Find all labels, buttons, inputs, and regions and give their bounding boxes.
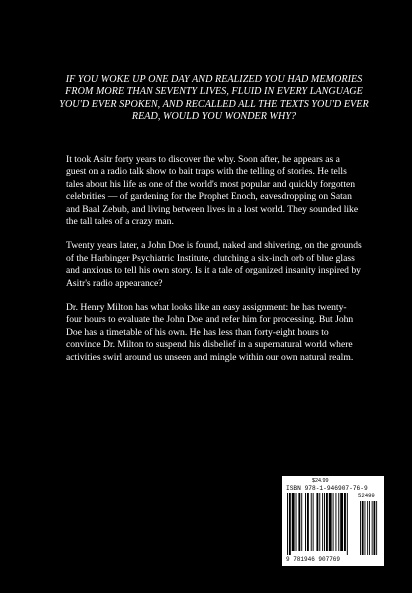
barcode-bar	[340, 493, 343, 551]
barcode-bar	[313, 493, 314, 551]
barcode-bar	[316, 493, 318, 551]
barcode-bar	[324, 493, 325, 551]
blurb	[66, 154, 362, 376]
blurb-paragraph-1: It took Asitr forty years to discover the why. Soon after, he appears as a guest on a radio talk show to bait traps with the telling of stories. He tells tales about his life as one of the world's most popular and quickly forgotten celebrities — of gardening for the Prophet Enoch, eavesdropping on Satan and Baal Zebub, and living between lives in a lost world. They sounded like the tall tales of a crazy man.	[66, 154, 359, 228]
barcode-bar	[335, 493, 336, 551]
barcode-bar	[311, 493, 312, 551]
addon-barcode-bar	[374, 501, 376, 555]
barcode-bar	[307, 493, 309, 551]
ean-digits: 9 781946 907769	[286, 556, 341, 563]
barcode-panel	[282, 476, 384, 566]
barcode-icon	[286, 493, 382, 555]
addon-barcode-bar	[369, 501, 370, 555]
addon-barcode-bar	[376, 501, 377, 555]
barcode-bar	[338, 493, 339, 551]
addon-barcode-bar	[372, 501, 373, 555]
barcode-bar	[296, 493, 297, 551]
addon-barcode-bar	[365, 501, 366, 555]
barcode-bar	[298, 493, 300, 551]
barcode-bar	[301, 493, 302, 551]
barcode-bar	[347, 493, 348, 555]
barcode-bar	[344, 493, 346, 551]
barcode-bar	[322, 493, 323, 551]
blurb-paragraph-3: Dr. Henry Milton has what looks like an easy assignment: he has twenty-four hours to evaluate the John Doe and refer him for processing. But John Doe has a timetable of his own. He has less than forty-eight hours to convince Dr. Milton to suspend his disbelief in a supernatural world where activities swirl around us unseen and mingle within our own natural realm.	[66, 302, 354, 363]
price-addon-number: 52499	[358, 492, 375, 499]
barcode-bar	[305, 493, 306, 551]
addon-barcode-bar	[360, 501, 361, 555]
barcode-bar	[292, 493, 295, 551]
tagline: IF YOU WOKE UP ONE DAY AND REALIZED YOU HAD MEMORIES FROM MORE THAN SEVENTY LIVES, FLUID IN EVERY LANGUAGE YOU'D EVER SPOKEN, AND RECALLED ALL THE TEXTS YOU'D EVER READ, WOULD YOU WONDER WHY?	[59, 74, 369, 123]
isbn-label: ISBN 978-1-946907-76-9	[286, 485, 368, 492]
barcode-bar	[326, 493, 328, 551]
barcode-bar	[329, 493, 332, 551]
barcode-bar	[289, 493, 291, 555]
barcode-bar	[287, 493, 288, 555]
barcode-bar	[333, 493, 334, 551]
price-label: $24.99	[312, 478, 329, 484]
barcode-bar	[319, 493, 320, 551]
blurb-paragraph-2: Twenty years later, a John Doe is found, naked and shivering, on the grounds of the Harbinger Psychiatric Institute, clutching a six-inch orb of blue glass and anxious to tell his own story. Is it a tale of organized insanity inspired by Asitr's radio appearance?	[66, 240, 362, 289]
addon-barcode-bar	[362, 501, 364, 555]
addon-barcode-bar	[367, 501, 368, 555]
